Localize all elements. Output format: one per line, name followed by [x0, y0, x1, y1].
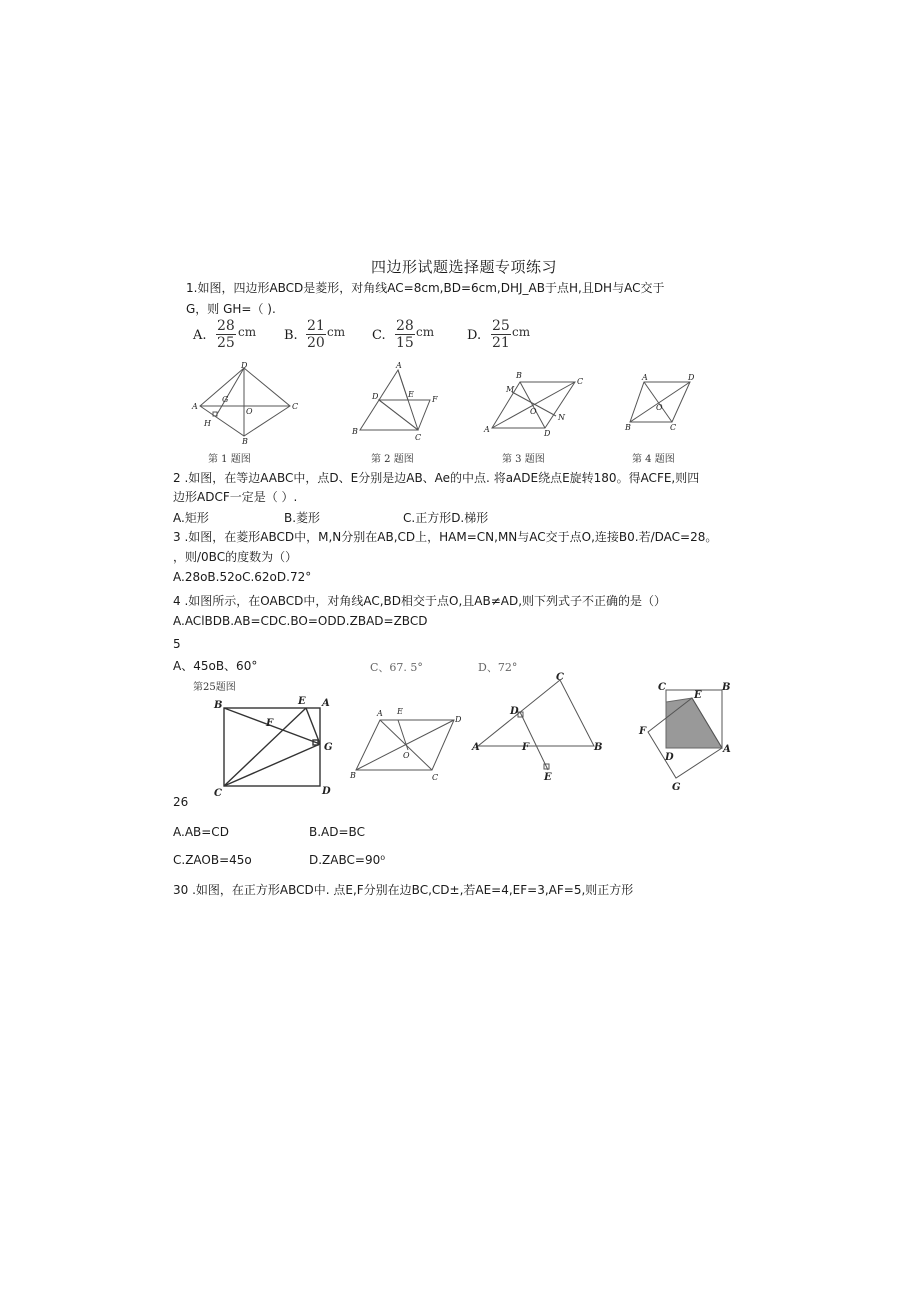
- q30-text-line1: 30 .如图，在正方形ABCD中. 点E,F分别在边BC,CD±,若AE=4,EF=3,AF=5,则正方形: [173, 883, 634, 897]
- fig3-label-n: N: [558, 413, 565, 422]
- q26-option-b: B.AD=BC: [309, 825, 365, 839]
- fig5c-label-d: D: [510, 706, 519, 717]
- fig3-label-o: O: [530, 407, 537, 416]
- fig2-label-a: A: [396, 361, 402, 370]
- q1-option-c-num: 28: [396, 318, 414, 334]
- fig5c-label-b: B: [594, 742, 603, 753]
- figure-2-triangle: [360, 370, 430, 430]
- q3-options: A.28oB.52oC.62oD.72°: [173, 570, 312, 584]
- fig3-label-a: A: [484, 425, 490, 434]
- q4-options: A.AClBDB.AB=CDC.BO=ODD.ZBAD=ZBCD: [173, 614, 428, 628]
- fig5d-label-f: F: [639, 726, 647, 737]
- q1-option-c-unit: cm: [416, 325, 435, 339]
- q1-option-c-fraction: [395, 318, 415, 351]
- q1-option-b-unit: cm: [327, 325, 346, 339]
- q1-option-c-den: 15: [396, 335, 414, 351]
- q1-text-line2: G，则 GH=（ ).: [186, 302, 276, 316]
- fig5d-label-c: C: [658, 682, 666, 693]
- q4-text-line1: 4 .如图所示，在OABCD中，对角线AC,BD相交于点O,且AB≠AD,则下列式子不正确的是（）: [173, 594, 667, 608]
- q3-text-line1: 3 .如图，在菱形ABCD中，M,N分别在AB,CD上，HAM=CN,MN与AC交于点O,连接B0.若/DAC=28。: [173, 530, 718, 544]
- q26-option-c: C.ZAOB=45o: [173, 853, 252, 867]
- q1-option-d-num: 25: [492, 318, 510, 334]
- fig2-label-d: D: [372, 392, 379, 401]
- q2-text-line1: 2 .如图，在等边AABC中，点D、E分别是边AB、Ae的中点. 将aADE绕点E旋转180。得ACFE,则四: [173, 471, 700, 485]
- fig1-label-h: H: [204, 419, 211, 428]
- q26-number: 26: [173, 795, 189, 809]
- q1-option-b-letter: B.: [284, 328, 298, 343]
- q1-option-d-fraction: [491, 318, 511, 351]
- caption-fig-1: 第 1 题图: [208, 454, 251, 465]
- fig1-label-o: O: [246, 407, 253, 416]
- fig5d-label-b: B: [722, 682, 731, 693]
- figure-4-parallelogram: [630, 382, 690, 422]
- q1-option-a-den: 25: [217, 335, 235, 351]
- fig2-label-f: F: [432, 395, 438, 404]
- fig1-label-b: B: [242, 437, 248, 445]
- fig5b-label-e: E: [397, 707, 403, 716]
- fig5d-label-e: E: [694, 690, 702, 701]
- q1-option-b-den: 20: [307, 335, 325, 351]
- fig5d-label-d: D: [665, 752, 674, 763]
- fig5c-label-c: C: [556, 672, 564, 683]
- q5-option-d: D、72°: [478, 661, 518, 674]
- fig3-label-d: D: [544, 429, 551, 438]
- figure-5c-triangle: [478, 680, 594, 770]
- fig5a-label-e: E: [298, 696, 306, 707]
- q1-option-d-den: 21: [492, 335, 510, 351]
- q1-option-d-letter: D.: [467, 328, 482, 343]
- figure-5d-square: [648, 690, 722, 778]
- q5-option-c: C、67. 5°: [370, 661, 423, 674]
- fig5b-label-b: B: [350, 771, 356, 780]
- q26-option-d: D.ZABC=90⁰: [309, 853, 386, 867]
- fig3-label-c: C: [577, 377, 584, 386]
- fig5b-label-c: C: [432, 773, 439, 782]
- q5-number: 5: [173, 637, 181, 651]
- q1-option-a-num: 28: [217, 318, 235, 334]
- fig5d-label-g: G: [672, 782, 681, 793]
- fig5a-label-c: C: [214, 788, 222, 796]
- q5-option-ab: A、45oB、60°: [173, 659, 258, 673]
- figures-row-2: [200, 668, 760, 796]
- caption-fig-4: 第 4 题图: [632, 454, 675, 465]
- fig4-label-o: O: [656, 403, 663, 412]
- fig1-label-c: C: [292, 402, 299, 411]
- page-title: 四边形试题选择题专项练习: [371, 258, 558, 276]
- fig5b-label-o: O: [403, 751, 410, 760]
- fig5c-label-e: E: [544, 772, 552, 783]
- fig4-label-d: D: [688, 373, 695, 382]
- q2-option-a: A.矩形: [173, 511, 209, 525]
- q1-option-a-letter: A.: [193, 328, 207, 343]
- q1-option-b-num: 21: [307, 318, 325, 334]
- fig4-label-a: A: [642, 373, 648, 382]
- q5-figure-caption: 第25题图: [193, 682, 236, 693]
- q1-option-d-unit: cm: [512, 325, 531, 339]
- fig1-label-a: A: [192, 402, 198, 411]
- fig2-label-c: C: [415, 433, 422, 442]
- q2-option-cd: C.正方形D.梯形: [403, 511, 489, 525]
- caption-fig-3: 第 3 题图: [502, 454, 545, 465]
- fig4-label-c: C: [670, 423, 677, 432]
- q1-option-a-fraction: [216, 318, 236, 351]
- fig5c-label-a: A: [472, 742, 480, 753]
- figure-5b-parallelogram: [356, 720, 454, 770]
- figures-row-1: [180, 360, 720, 445]
- fig1-label-d: D: [241, 361, 248, 370]
- fig4-label-b: B: [625, 423, 631, 432]
- fig2-label-e: E: [408, 390, 414, 399]
- q1-option-a-unit: cm: [238, 325, 257, 339]
- fig2-label-b: B: [352, 427, 358, 436]
- fig5a-label-b: B: [214, 700, 223, 711]
- q1-option-c-letter: C.: [372, 328, 386, 343]
- fig5a-label-g: G: [324, 742, 333, 753]
- q2-option-b: B.菱形: [284, 511, 321, 525]
- caption-fig-2: 第 2 题图: [371, 454, 414, 465]
- fig5a-label-a: A: [322, 698, 330, 709]
- fig5b-label-a: A: [377, 709, 383, 718]
- fig5a-label-f: F: [266, 718, 274, 729]
- fig5c-label-f: F: [522, 742, 530, 753]
- q1-text-line1: 1.如图，四边形ABCD是菱形，对角线AC=8cm,BD=6cm,DHJ_AB于点H,且DH与AC交于: [186, 281, 665, 295]
- q3-text-line2: ，则/0BC的度数为（）: [173, 550, 298, 564]
- fig3-label-b: B: [516, 371, 522, 380]
- figure-1-rhombus: [200, 368, 290, 436]
- fig5a-label-d: D: [322, 786, 331, 796]
- fig5b-label-d: D: [455, 715, 462, 724]
- fig1-label-g: G: [222, 395, 229, 404]
- q1-option-b-fraction: [306, 318, 326, 351]
- fig5d-label-a: A: [723, 744, 731, 755]
- fig3-label-m: M: [506, 385, 515, 394]
- q26-option-a: A.AB=CD: [173, 825, 229, 839]
- q2-text-line2: 边形ADCF一定是（ ）.: [173, 490, 298, 504]
